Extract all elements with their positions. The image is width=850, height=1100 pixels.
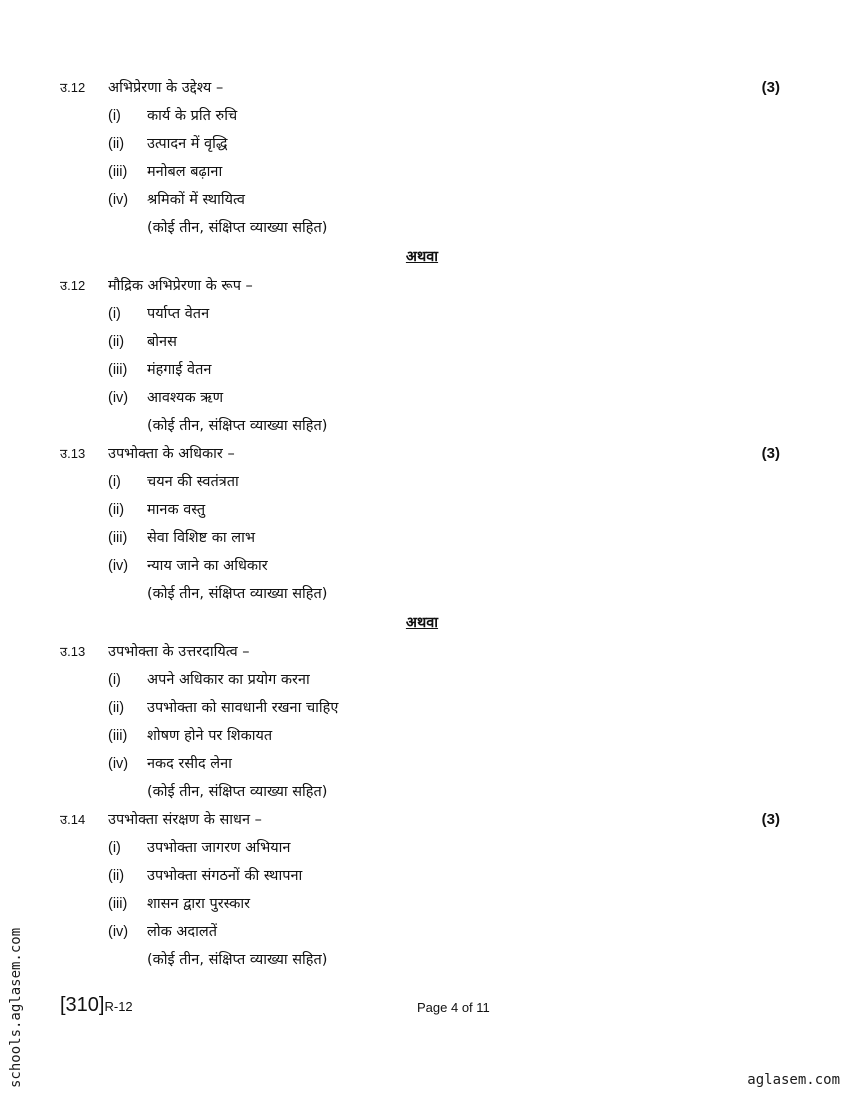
item-text: नकद रसीद लेना <box>147 756 232 772</box>
item-text: शोषण होने पर शिकायत <box>147 728 273 744</box>
item-number: (ii) <box>108 868 125 884</box>
marks-label: (3) <box>761 445 780 462</box>
answer-item <box>60 918 780 946</box>
question-number: उ.14 <box>60 812 86 827</box>
item-text: मंहगाई वेतन <box>147 362 212 378</box>
item-number: (i) <box>108 672 121 688</box>
corner-watermark: aglasem.com <box>747 1072 840 1088</box>
side-watermark: schools.aglasem.com <box>8 927 24 1088</box>
marking-note: (कोई तीन, संक्षिप्त व्याख्या सहित) <box>147 952 328 968</box>
answer-item <box>60 130 780 158</box>
item-number: (i) <box>108 474 121 490</box>
item-text: लोक अदालतें <box>147 924 217 940</box>
or-divider: अथवा <box>405 615 439 631</box>
answer-item <box>60 328 780 356</box>
item-text: उपभोक्ता जागरण अभियान <box>147 840 291 856</box>
paper-code: [310]R-12 <box>60 994 133 1016</box>
answer-item <box>60 468 780 496</box>
question-number: उ.13 <box>60 644 86 659</box>
item-number: (ii) <box>108 334 125 350</box>
item-number: (ii) <box>108 136 125 152</box>
item-text: न्याय जाने का अधिकार <box>147 558 268 574</box>
item-number: (ii) <box>108 700 125 716</box>
question-number: उ.13 <box>60 446 86 461</box>
item-number: (i) <box>108 840 121 856</box>
marking-note: (कोई तीन, संक्षिप्त व्याख्या सहित) <box>147 220 328 236</box>
marking-note: (कोई तीन, संक्षिप्त व्याख्या सहित) <box>147 418 328 434</box>
answer-item <box>60 384 780 412</box>
answer-item <box>60 666 780 694</box>
item-number: (iv) <box>108 192 129 208</box>
or-divider: अथवा <box>405 249 439 265</box>
question-header <box>60 806 780 834</box>
item-number: (iv) <box>108 756 129 772</box>
question-number: उ.12 <box>60 80 86 95</box>
answer-item <box>60 552 780 580</box>
item-text: श्रमिकों में स्थायित्व <box>147 192 245 208</box>
item-text: आवश्यक ऋण <box>147 390 224 406</box>
item-text: पर्याप्त वेतन <box>147 306 210 322</box>
page-footer <box>60 994 780 1022</box>
question-title: उपभोक्ता के उत्तरदायित्व – <box>108 644 250 660</box>
paper-code-suffix: R-12 <box>104 999 133 1014</box>
item-number: (iv) <box>108 390 129 406</box>
question-header <box>60 272 780 300</box>
item-number: (iv) <box>108 924 129 940</box>
item-number: (iii) <box>108 362 128 378</box>
answer-item <box>60 722 780 750</box>
item-number: (ii) <box>108 502 125 518</box>
item-text: मानक वस्तु <box>147 502 206 518</box>
answer-item <box>60 102 780 130</box>
item-text: अपने अधिकार का प्रयोग करना <box>147 672 310 688</box>
item-text: शासन द्वारा पुरस्कार <box>147 896 251 912</box>
answer-item <box>60 356 780 384</box>
item-text: उत्पादन में वृद्धि <box>147 136 228 152</box>
item-text: सेवा विशिष्ट का लाभ <box>147 530 256 546</box>
answer-item <box>60 862 780 890</box>
item-number: (i) <box>108 306 121 322</box>
page-number: Page 4 of 11 <box>417 1000 490 1015</box>
item-text: उपभोक्ता को सावधानी रखना चाहिए <box>147 700 339 716</box>
question-title: उपभोक्ता संरक्षण के साधन – <box>108 812 262 828</box>
marks-label: (3) <box>761 811 780 828</box>
item-number: (iii) <box>108 728 128 744</box>
question-header <box>60 638 780 666</box>
answer-item <box>60 496 780 524</box>
item-text: मनोबल बढ़ाना <box>147 164 223 180</box>
item-number: (iii) <box>108 530 128 546</box>
answer-item <box>60 300 780 328</box>
answer-key-content <box>60 74 780 974</box>
marking-note: (कोई तीन, संक्षिप्त व्याख्या सहित) <box>147 784 328 800</box>
item-text: उपभोक्ता संगठनों की स्थापना <box>147 868 303 884</box>
item-number: (iv) <box>108 558 129 574</box>
answer-item <box>60 524 780 552</box>
question-number: उ.12 <box>60 278 86 293</box>
item-number: (iii) <box>108 896 128 912</box>
question-header <box>60 440 780 468</box>
answer-item <box>60 834 780 862</box>
item-text: बोनस <box>147 334 177 350</box>
question-title: उपभोक्ता के अधिकार – <box>108 446 235 462</box>
answer-item <box>60 890 780 918</box>
question-title: मौद्रिक अभिप्रेरणा के रूप – <box>108 278 253 294</box>
marking-note: (कोई तीन, संक्षिप्त व्याख्या सहित) <box>147 586 328 602</box>
item-text: चयन की स्वतंत्रता <box>147 474 239 490</box>
marks-label: (3) <box>761 79 780 96</box>
question-header <box>60 74 780 102</box>
item-number: (iii) <box>108 164 128 180</box>
answer-item <box>60 694 780 722</box>
answer-item <box>60 186 780 214</box>
item-number: (i) <box>108 108 121 124</box>
question-title: अभिप्रेरणा के उद्देश्य – <box>108 80 224 96</box>
answer-item <box>60 158 780 186</box>
answer-item <box>60 750 780 778</box>
item-text: कार्य के प्रति रुचि <box>147 108 238 124</box>
